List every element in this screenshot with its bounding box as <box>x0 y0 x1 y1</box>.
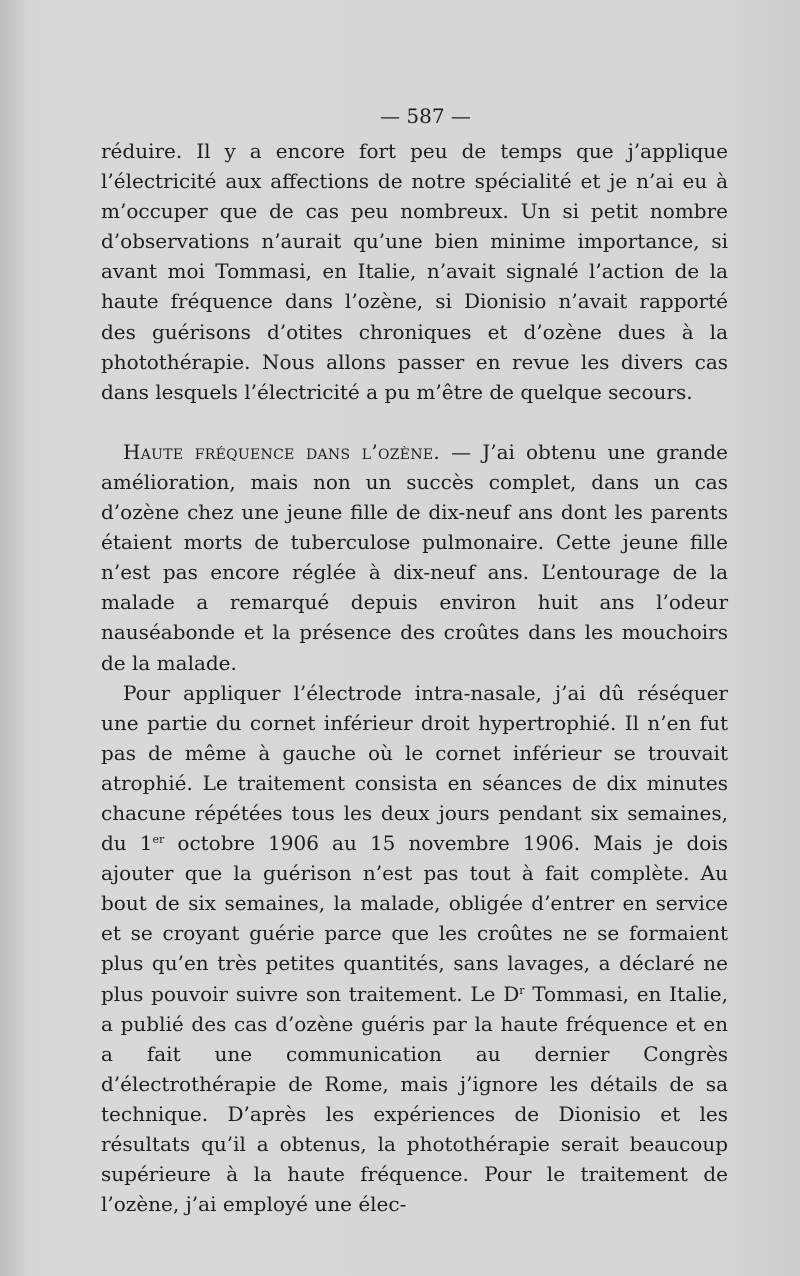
paragraph-3-part-a: Pour appliquer l’électrode intra-nasale, j’ai dû réséquer une partie du cornet inférieur droit hypertrophié. Il n’en fut pas de même à gauche où le cornet inférieur se trouvait atrophié. Le traitement consista en séances de dix minutes chacune répétées tous les deux jours pendant six semaines, du 1 <box>101 680 728 856</box>
page-text <box>101 96 728 1219</box>
paragraph-3-part-c: Tommasi, en Italie, a publié des cas d’ozène guéris par la haute fréquence et en a fait une communication au dernier Congrès d’électrothérapie de Rome, mais j’ignore les détails de sa technique. D’après les expériences de Dionisio et les résultats qu’il a obtenus, la photothérapie serait beaucoup supérieure à la haute fréquence. Pour le traitement de l’ozène, j’ai employé une élec- <box>101 981 728 1217</box>
paragraph-2-text: J’ai obtenu une grande amélioration, mais non un succès complet, dans un cas d’ozène chez une jeune fille de dix-neuf ans dont les parents étaient morts de tuberculose pulmonaire. Cette jeune fille n’est pas encore réglée à dix-neuf ans. L’entourage de la malade a remarqué depuis environ huit ans l’odeur nauséabonde et la présence des croûtes dans les mouchoirs de la malade. <box>101 439 728 675</box>
paragraph-3-part-b: octobre 1906 au 15 novembre 1906. Mais je dois ajouter que la guérison n’est pas tout à fait complète. Au bout de six semaines, la malade, obligée d’entrer en service et se croyant guérie parce que les croûtes ne se formaient plus qu’en très petites quantités, sans lavages, a déclaré ne plus pouvoir suivre son traitement. Le D <box>101 831 729 1006</box>
section-dash: — <box>440 439 483 464</box>
doctor-superscript: r <box>519 983 525 997</box>
paragraph-1: réduire. Il y a encore fort peu de temps que j’applique l’électricité aux affections de notre spécialité et je n’ai eu à m’occuper que de cas peu nombreux. Un si petit nombre d’observations n’aurait qu’une bien minime importance, si avant moi Tommasi, en Italie, n’avait signalé l’action de la haute fréquence dans l’ozène, si Dionisio n’avait rapporté des guérisons d’otites chroniques et d’ozène dues à la photothérapie. Nous allons passer en revue les divers cas dans lesquels l’électricité a pu m’être de quelque secours. <box>101 139 728 404</box>
page-number: — 587 — <box>380 104 471 128</box>
paragraph-gap <box>101 407 728 437</box>
ordinal-superscript: er <box>152 833 165 847</box>
paragraph-2 <box>101 437 728 678</box>
section-title: Haute fréquence dans l’ozène. <box>123 439 441 464</box>
page-binding-edge <box>0 0 24 1276</box>
paragraph-3 <box>101 678 728 1220</box>
